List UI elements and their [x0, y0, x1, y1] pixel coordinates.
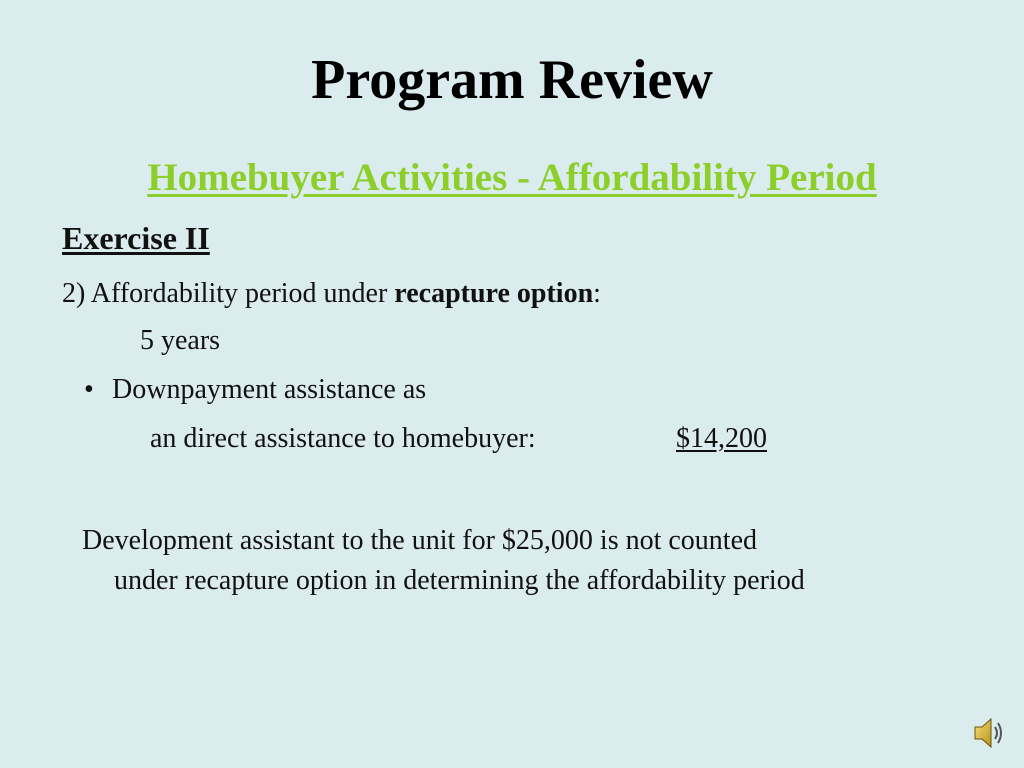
direct-assistance-line: [150, 423, 767, 454]
bullet-item: [84, 376, 426, 404]
affordability-line: [62, 280, 601, 308]
exercise-heading: Exercise II: [62, 220, 210, 256]
slide-title: Program Review: [311, 49, 713, 111]
development-note-line2: under recapture option in determining the affordability period: [114, 565, 805, 596]
development-note: [82, 521, 962, 601]
direct-assistance-label: an direct assistance to homebuyer:: [150, 423, 536, 454]
affordability-prefix: 2) Affordability period under: [62, 278, 395, 309]
bullet-text: Downpayment assistance as: [112, 374, 427, 405]
bullet-marker: •: [84, 374, 94, 405]
affordability-bold: recapture option: [394, 278, 594, 309]
affordability-suffix: :: [593, 278, 601, 309]
development-note-line1: Development assistant to the unit for $25,000 is not counted: [82, 525, 758, 556]
speaker-icon[interactable]: [972, 714, 1006, 752]
slide-subtitle: Homebuyer Activities - Affordability Period: [147, 156, 877, 199]
direct-assistance-amount: $14,200: [676, 423, 767, 454]
years-line: 5 years: [140, 325, 221, 356]
